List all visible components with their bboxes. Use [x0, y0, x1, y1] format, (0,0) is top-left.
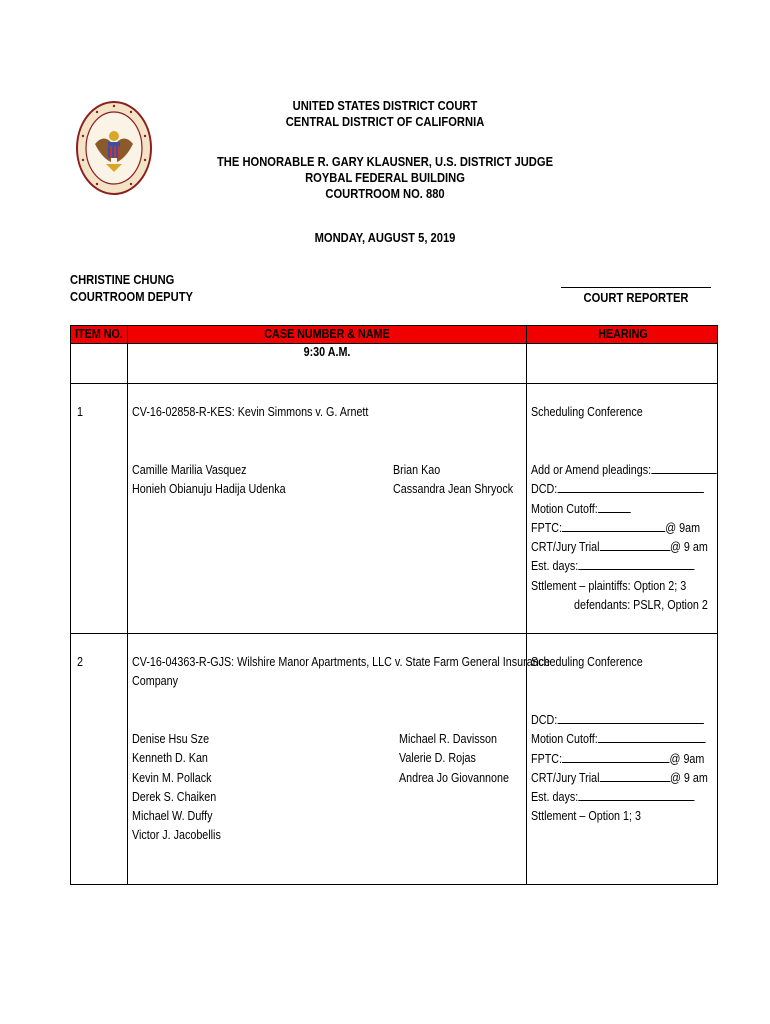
building-name: ROYBAL FEDERAL BUILDING: [305, 170, 465, 185]
row-divider: [71, 383, 717, 384]
judge-name: THE HONORABLE R. GARY KLAUSNER, U.S. DISTRICT JUDGE: [216, 154, 554, 169]
field-fptc: FPTC: @ 9am: [531, 520, 701, 535]
courtroom-number: COURTROOM NO. 880: [325, 186, 445, 201]
deputy-name: CHRISTINE CHUNG: [70, 272, 175, 287]
case-number-name: [132, 653, 550, 692]
defense-counsel: [399, 730, 509, 788]
date-text: MONDAY, AUGUST 5, 2019: [314, 230, 456, 245]
field-motion-cutoff: Motion Cutoff:: [531, 500, 716, 519]
court-reporter: [561, 290, 711, 305]
counsel-name: Kevin M. Pollack: [132, 770, 212, 785]
counsel-name: Michael R. Davisson: [399, 732, 497, 746]
counsel-name: Camille Marilia Vasquez: [132, 463, 247, 477]
field-dcd: DCD:: [531, 711, 708, 730]
counsel-name: Honieh Obianuju Hadija Udenka: [132, 482, 286, 497]
case-line: Company: [132, 674, 179, 689]
session-time: 9:30 A.M.: [303, 345, 351, 359]
case-number-name: CV-16-02858-R-KES: Kevin Simmons v. G. Arnett: [132, 405, 369, 419]
counsel-name: Valerie D. Rojas: [399, 751, 476, 766]
deputy-title: COURTROOM DEPUTY: [70, 289, 193, 304]
plaintiff-counsel: [132, 730, 221, 846]
counsel-name: Cassandra Jean Shryock: [393, 482, 514, 497]
field-est-days: Est. days:: [531, 788, 708, 807]
field-dcd: DCD:: [531, 480, 716, 499]
field-est-days: Est. days:: [531, 557, 716, 576]
defense-counsel: [393, 461, 513, 500]
court-header: [0, 98, 770, 130]
header-item-no: ITEM NO.: [75, 327, 123, 341]
schedule-fields: [531, 711, 708, 827]
counsel-name: Victor J. Jacobellis: [132, 828, 221, 843]
calendar-table: [70, 325, 718, 885]
counsel-name: Brian Kao: [393, 463, 441, 477]
field-add-amend-pleadings: Add or Amend pleadings:: [531, 461, 716, 480]
field-fptc: FPTC: @ 9am: [531, 751, 705, 766]
item-number: 1: [77, 405, 83, 419]
schedule-fields: [531, 461, 716, 615]
reporter-title: COURT REPORTER: [583, 290, 689, 305]
settlement-line: defendants: PSLR, Option 2: [574, 598, 708, 613]
courtroom-deputy: [70, 271, 213, 305]
header-case: CASE NUMBER & NAME: [264, 327, 390, 341]
hearing-type: Scheduling Conference: [531, 655, 643, 669]
row-divider: [71, 633, 717, 634]
case-line: CV-16-04363-R-GJS: Wilshire Manor Apartments, LLC v. State Farm General Insurance: [132, 655, 551, 669]
plaintiff-counsel: [132, 461, 286, 500]
field-jury-trial: CRT/Jury Trial @ 9 am: [531, 770, 708, 785]
item-number: 2: [77, 655, 83, 669]
counsel-name: Michael W. Duffy: [132, 809, 213, 824]
field-motion-cutoff: Motion Cutoff:: [531, 730, 708, 749]
column-divider: [127, 326, 128, 884]
settlement-line: Sttlement – Option 1; 3: [531, 809, 641, 824]
district-name: CENTRAL DISTRICT OF CALIFORNIA: [285, 114, 485, 129]
reporter-signature-line: [561, 287, 711, 288]
counsel-name: Kenneth D. Kan: [132, 751, 208, 766]
field-jury-trial: CRT/Jury Trial @ 9 am: [531, 540, 708, 555]
header-hearing: HEARING: [598, 327, 648, 341]
counsel-name: Denise Hsu Sze: [132, 732, 210, 746]
judge-header: [0, 154, 770, 202]
counsel-name: Derek S. Chaiken: [132, 789, 217, 804]
counsel-name: Andrea Jo Giovannone: [399, 770, 509, 785]
court-name: UNITED STATES DISTRICT COURT: [292, 98, 478, 113]
settlement-line: Sttlement – plaintiffs: Option 2; 3: [531, 578, 687, 593]
row-divider: [71, 343, 717, 344]
calendar-date: [0, 230, 770, 246]
hearing-type: Scheduling Conference: [531, 405, 643, 419]
column-divider: [526, 326, 527, 884]
